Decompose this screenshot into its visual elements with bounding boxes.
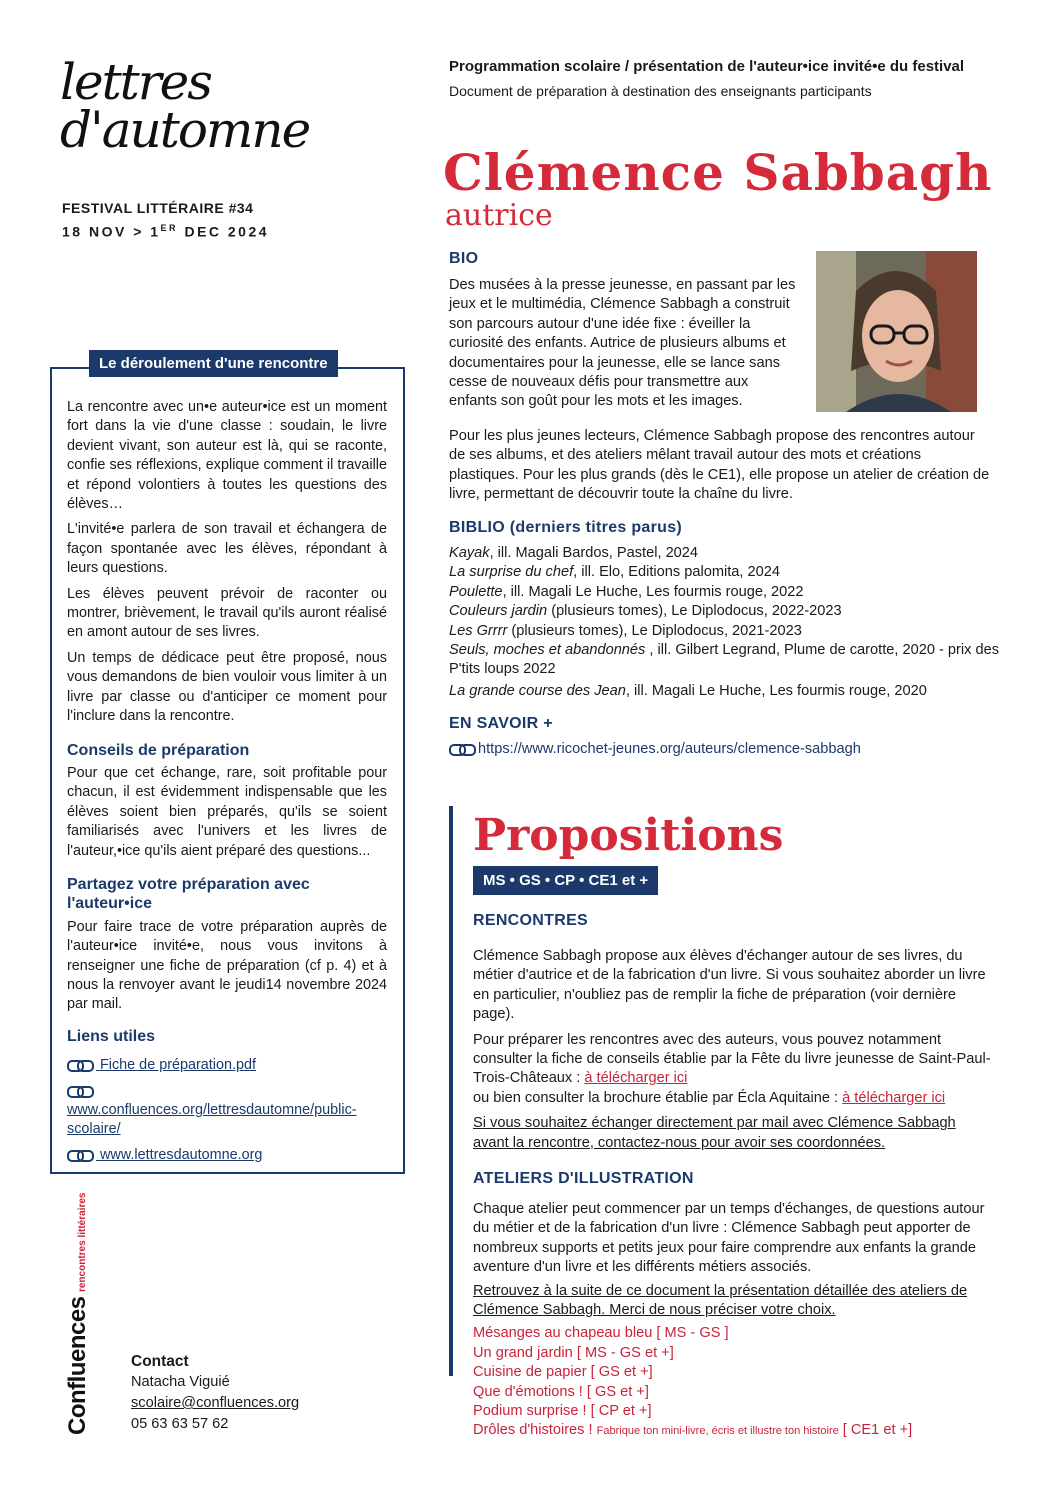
biblio-heading: BIBLIO (derniers titres parus) [449,519,683,536]
en-savoir-heading: EN SAVOIR + [449,715,553,732]
biblio-item: Kayak, ill. Magali Bardos, Pastel, 2024 [449,545,699,561]
levels-tag: MS • GS • CP • CE1 et + [473,866,658,895]
author-name: Clémence Sabbagh [443,143,993,202]
atelier-item: Drôles d'histoires ! Fabrique ton mini-livre, écris et illustre ton histoire [ CE1 et +] [473,1422,913,1439]
lien-row [67,1056,387,1075]
download-link-ecla[interactable]: à télécharger ici [842,1089,946,1106]
contact-email[interactable]: scolaire@confluences.org [131,1395,300,1411]
ricochet-link[interactable]: https://www.ricochet-jeunes.org/auteurs/clemence-sabbagh [478,741,861,757]
header-title: Programmation scolaire / présentation de l'auteur•ice invité•e du festival [449,58,965,75]
rencontre-box-content [67,398,387,1165]
link-icon [449,743,475,755]
ateliers-note: Retrouvez à la suite de ce document la présentation détaillée des ateliers de Clémence Sabbagh. Merci de nous préciser votre choix. [473,1282,968,1319]
bio-heading: BIO [449,250,479,267]
rencontre-box-title: Le déroulement d'une rencontre [89,350,338,377]
contact-phone: 05 63 63 57 62 [131,1416,229,1432]
biblio-list [449,544,1009,701]
lien-row [67,1082,387,1140]
ateliers-list [473,1324,993,1441]
rencontres-paragraph: Clémence Sabbagh propose aux élèves d'échanger autour de ses livres, du métier d'autrice et de la fabrication d'un livre. Si vous souhaitez aborder un livre en particulier, n'oubliez pas de remplir la fiche de préparation (voir dernière page). [473,948,986,1023]
rencontre-paragraph: L'invité•e parlera de son travail et échangera de façon spontanée avec les élèves, répondant à leurs questions. [67,521,387,577]
bio-paragraph-1: Des musées à la presse jeunesse, en passant par les jeux et le multimédia, Clémence Sabbagh a construit son parcours autour d'une idée fixe : éveiller la curiosité des enfants. Autrice de plusieurs albums et documentaires pour la jeunesse, elle se lance sans cesse de nouveaux défis pour transmettre aux enfants son goût pour les mots et les images. [449,277,796,410]
festival-name: FESTIVAL LITTÉRAIRE #34 [62,200,254,216]
ateliers-content [473,1200,993,1442]
liens-heading: Liens utiles [67,1027,156,1045]
rencontres-contact-note: Si vous souhaitez échanger directement par mail avec Clémence Sabbagh avant la rencontre, contactez-nous pour avoir ses coordonnées. [473,1115,956,1151]
rencontres-content [473,947,993,1159]
rencontre-paragraph: La rencontre avec un•e auteur•ice est un moment fort dans la vie d'une classe : soudain, le livre devient vivant, son auteur est là, qui se raconte, confie ses réflexions, explique comment il travaille et répond volontiers à toutes les questions des élèves… [67,399,387,513]
en-savoir-link-row [449,740,861,759]
propositions-bar [449,806,453,1376]
partagez-heading: Partagez votre préparation avec l'auteur•ice [67,875,310,913]
header-subtitle: Document de préparation à destination des enseignants participants [449,83,872,99]
conseils-text: Pour que cet échange, rare, soit profitable pour chacun, il est évidemment indispensable que les élèves soient bien préparés, qu'ils se soient familiarisés avec l'univers et les livres de l'auteur,•ice qu'ils aient préparé des questions... [67,764,387,859]
author-role: autrice [445,198,553,233]
biblio-item: Poulette, ill. Magali Le Huche, Les fourmis rouge, 2022 [449,583,804,600]
download-link-fete[interactable]: à télécharger ici [584,1070,688,1087]
ateliers-paragraph: Chaque atelier peut commencer par un temps d'échanges, de questions autour du métier et de la fabrication d'un livre : Clémence Sabbagh peut apporter de nombreux supports et petits jeux pour faire comprendre aux enfants la grande aventure d'un livre et les différents métiers associés. [473,1201,985,1276]
contact-block [131,1351,299,1435]
rencontres-heading: RENCONTRES [473,912,589,929]
atelier-item: Cuisine de papier [ GS et +] [473,1364,653,1381]
festival-dates: 18 NOV > 1ER DEC 2024 [62,223,270,240]
link-icon [67,1149,93,1161]
biblio-item: La grande course des Jean, ill. Magali Le Huche, Les fourmis rouge, 2020 [449,682,927,699]
confluences-logo: Confluences rencontres littéraires [64,1192,91,1435]
link-icon [67,1059,93,1071]
rencontre-paragraph: Les élèves peuvent prévoir de raconter ou montrer, brièvement, le travail qu'ils auront réalisé en amont autour de ses livres. [67,585,387,641]
conseils-heading: Conseils de préparation [67,741,250,759]
biblio-item: Seuls, moches et abandonnés , ill. Gilbert Legrand, Plume de carotte, 2020 - prix des P'tits loups 2022 [449,642,1000,678]
biblio-item: La surprise du chef, ill. Elo, Editions palomita, 2024 [449,564,780,581]
author-photo [816,251,977,412]
lettresdautomne-link[interactable]: www.lettresdautomne.org [96,1146,263,1163]
biblio-item: Couleurs jardin (plusieurs tomes), Le Diplodocus, 2022-2023 [449,603,842,620]
rencontres-paragraph: Pour préparer les rencontres avec des auteurs, vous pouvez notamment consulter la fiche de conseils établie par la Fête du livre jeunesse de Saint-Paul-Trois-Châteaux : à télécharger ici ou bien consulter la brochure établie par Écla Aquitaine : à télécharger ici [473,1031,991,1106]
atelier-item: Que d'émotions ! [ GS et +] [473,1383,649,1400]
author-portrait-illustration [816,251,977,412]
link-icon [67,1085,93,1097]
atelier-item: Un grand jardin [ MS - GS et +] [473,1344,674,1361]
ateliers-heading: ATELIERS D'ILLUSTRATION [473,1170,694,1187]
contact-name: Natacha Viguié [131,1374,230,1390]
festival-logo: lettres d'automne [60,53,310,159]
contact-heading: Contact [131,1353,189,1370]
rencontre-paragraph: Un temps de dédicace peut être proposé, nous vous demandons de bien vouloir vous limiter à un livre par classe ou d'anticiper ce moment pour l'inclure dans la rencontre. [67,649,387,725]
atelier-item: Mésanges au chapeau bleu [ MS - GS ] [473,1325,729,1342]
lien-row [67,1146,387,1165]
fiche-preparation-link[interactable]: Fiche de préparation.pdf [96,1057,256,1074]
confluences-scolaire-link[interactable]: www.confluences.org/lettresdautomne/public-scolaire/ [67,1102,357,1138]
bio-paragraph-2: Pour les plus jeunes lecteurs, Clémence Sabbagh propose des rencontres autour de ses albums, et des ateliers mêlant travail autour des mots et créations plastiques. Pour les plus grands (dès le CE1), elle propose un atelier de création de livre, permettant de découvrir toute la chaîne du livre. [449,428,990,503]
biblio-item: Les Grrrr (plusieurs tomes), Le Diplodocus, 2021-2023 [449,622,802,639]
propositions-title: Propositions [473,810,784,861]
partagez-text: Pour faire trace de votre préparation auprès de l'auteur•ice invité•e, nous vous invitons à renseigner une fiche de préparation (cf p. 4) et à nous la renvoyer avant le jeudi14 novembre 2024 par mail. [67,918,387,1013]
atelier-item: Podium surprise ! [ CP et +] [473,1403,652,1420]
